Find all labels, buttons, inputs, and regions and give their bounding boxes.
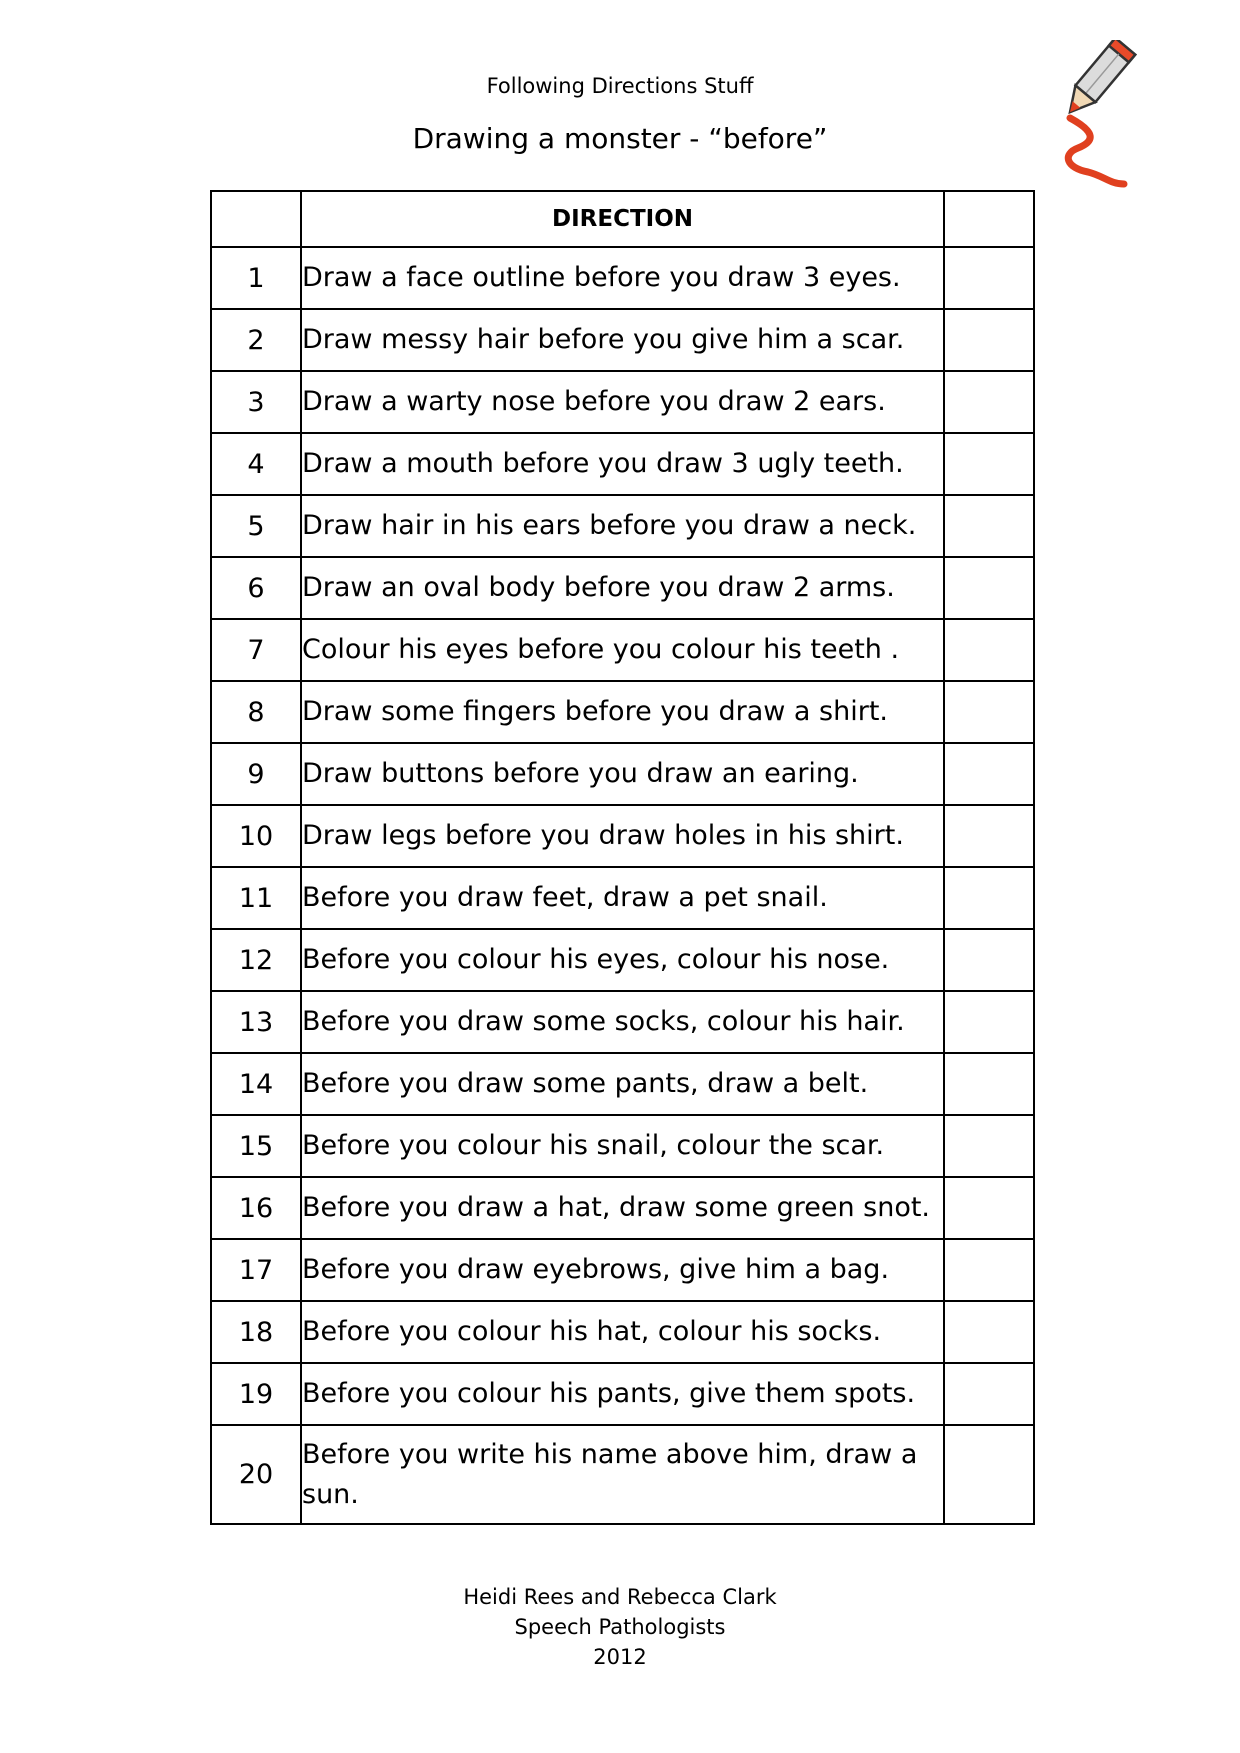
row-number: 20 [211,1425,301,1524]
row-number: 10 [211,805,301,867]
column-header-check [944,191,1034,247]
row-number: 13 [211,991,301,1053]
row-check-cell [944,1425,1034,1524]
row-check-cell [944,247,1034,309]
row-check-cell [944,681,1034,743]
row-number: 18 [211,1301,301,1363]
row-direction: Before you colour his snail, colour the scar. [301,1115,944,1177]
row-direction: Before you colour his pants, give them spots. [301,1363,944,1425]
row-check-cell [944,1301,1034,1363]
table-row [211,371,1034,433]
table-row [211,1239,1034,1301]
row-number: 16 [211,1177,301,1239]
row-check-cell [944,929,1034,991]
row-direction: Draw a mouth before you draw 3 ugly teeth. [301,433,944,495]
table-row [211,743,1034,805]
row-direction: Draw a warty nose before you draw 2 ears. [301,371,944,433]
row-check-cell [944,619,1034,681]
row-direction: Draw an oval body before you draw 2 arms. [301,557,944,619]
row-direction: Before you draw some pants, draw a belt. [301,1053,944,1115]
table-row [211,805,1034,867]
row-number: 9 [211,743,301,805]
table-row [211,1301,1034,1363]
table-row [211,1177,1034,1239]
row-check-cell [944,1239,1034,1301]
row-check-cell [944,991,1034,1053]
row-direction: Draw hair in his ears before you draw a neck. [301,495,944,557]
row-direction: Draw some fingers before you draw a shirt. [301,681,944,743]
table-row [211,681,1034,743]
table-row [211,1425,1034,1524]
pencil-icon [1052,40,1142,190]
row-number: 2 [211,309,301,371]
row-direction: Before you write his name above him, draw a sun. [301,1425,944,1524]
row-direction: Before you colour his eyes, colour his nose. [301,929,944,991]
footer-role: Speech Pathologists [514,1615,726,1639]
table-row [211,557,1034,619]
row-direction: Before you draw feet, draw a pet snail. [301,867,944,929]
row-number: 19 [211,1363,301,1425]
row-check-cell [944,309,1034,371]
row-check-cell [944,371,1034,433]
table-row [211,433,1034,495]
row-number: 4 [211,433,301,495]
table-row [211,1363,1034,1425]
row-check-cell [944,1177,1034,1239]
row-check-cell [944,495,1034,557]
row-direction: Draw legs before you draw holes in his shirt. [301,805,944,867]
footer-authors: Heidi Rees and Rebecca Clark [463,1585,777,1609]
row-check-cell [944,1053,1034,1115]
row-direction: Before you draw eyebrows, give him a bag. [301,1239,944,1301]
table-row [211,991,1034,1053]
row-check-cell [944,433,1034,495]
table-row [211,929,1034,991]
table-header-row [211,191,1034,247]
row-number: 17 [211,1239,301,1301]
document-footer [0,1582,1240,1672]
row-direction: Colour his eyes before you colour his teeth . [301,619,944,681]
row-check-cell [944,743,1034,805]
row-direction: Draw a face outline before you draw 3 eyes. [301,247,944,309]
table-row [211,309,1034,371]
row-direction: Before you colour his hat, colour his socks. [301,1301,944,1363]
table-row [211,1053,1034,1115]
row-number: 5 [211,495,301,557]
row-direction: Draw buttons before you draw an earing. [301,743,944,805]
document-subtitle: Following Directions Stuff [486,74,754,98]
table-row [211,867,1034,929]
row-check-cell [944,557,1034,619]
document-title: Drawing a monster - “before” [412,122,828,155]
row-direction: Before you draw a hat, draw some green snot. [301,1177,944,1239]
row-number: 6 [211,557,301,619]
row-check-cell [944,867,1034,929]
column-header-number [211,191,301,247]
row-check-cell [944,805,1034,867]
table-row [211,619,1034,681]
row-check-cell [944,1363,1034,1425]
row-direction: Draw messy hair before you give him a scar. [301,309,944,371]
row-number: 8 [211,681,301,743]
directions-table [210,190,1035,1525]
row-number: 15 [211,1115,301,1177]
column-header-direction: DIRECTION [301,191,944,247]
table-row [211,247,1034,309]
row-number: 11 [211,867,301,929]
table-row [211,495,1034,557]
table-row [211,1115,1034,1177]
row-number: 3 [211,371,301,433]
row-check-cell [944,1115,1034,1177]
row-number: 7 [211,619,301,681]
footer-year: 2012 [593,1645,647,1669]
row-number: 1 [211,247,301,309]
row-number: 12 [211,929,301,991]
row-number: 14 [211,1053,301,1115]
row-direction: Before you draw some socks, colour his hair. [301,991,944,1053]
